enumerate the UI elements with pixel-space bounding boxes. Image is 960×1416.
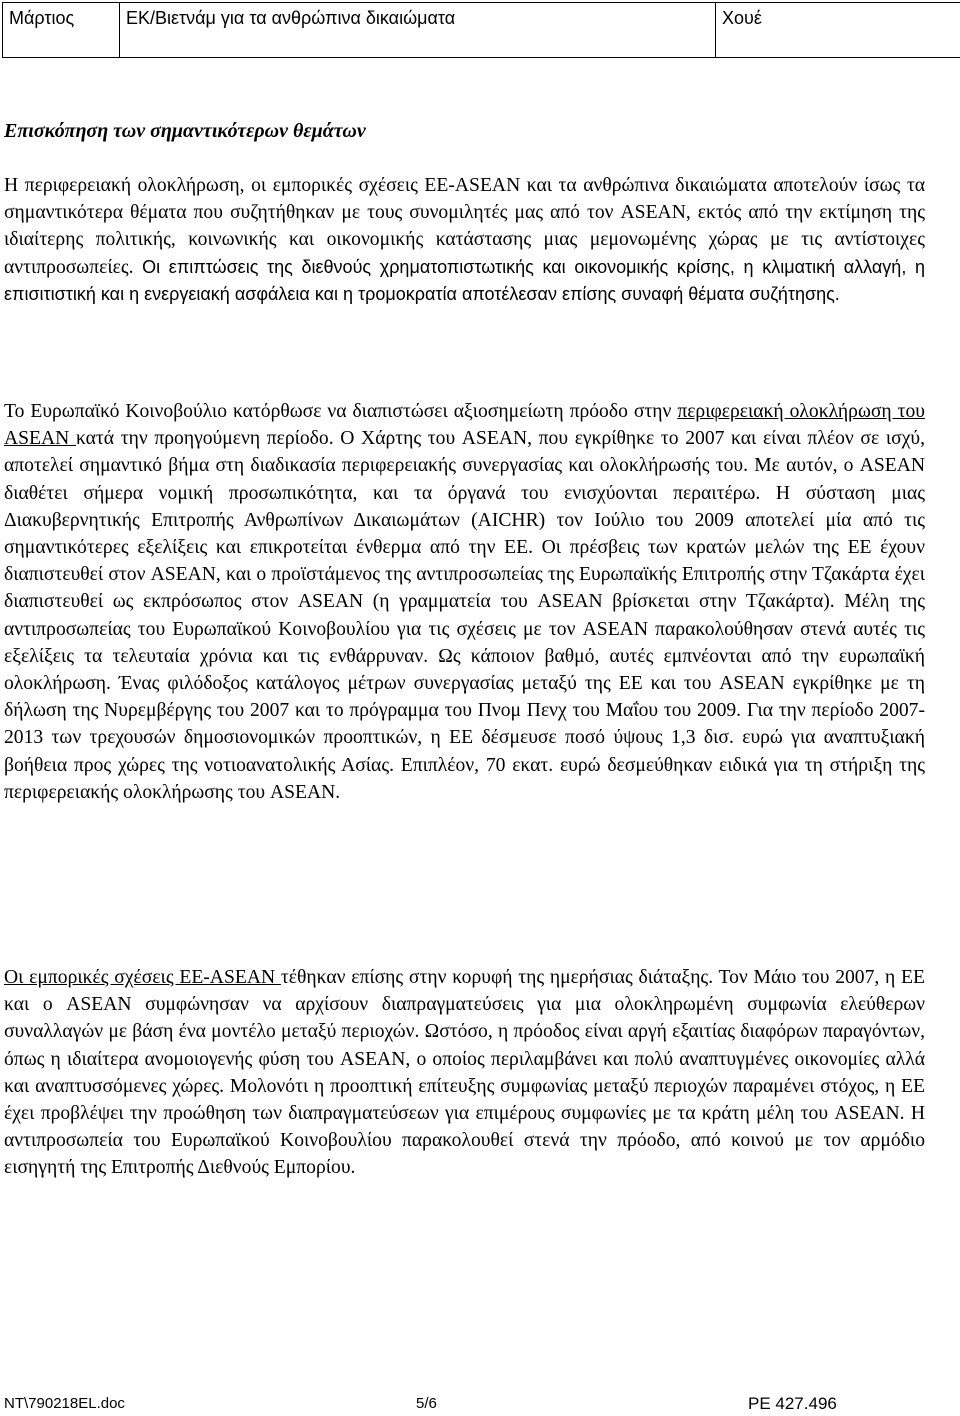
paragraph3-rest: τέθηκαν επίσης στην κορυφή της ημερήσιας διάταξης. Τον Μάιο του 2007, η ΕΕ και ο ASEAN συμφώνησαν να αρχίσουν διαπραγματεύσεις για μια ολοκληρωμένη συμφωνία ελεύθερων συναλλαγών με βάση ένα μοντέλο μεταξύ περιοχών. Ωστόσο, η πρόοδος είναι αργή εξαιτίας διαφόρων παραγόντων, όπως η ιδιαίτερα ανομοιογενής φύση του ASEAN, ο οποίος περιλαμβάνει και πολύ αναπτυγμένες οικονομίες αλλά και αναπτυσσόμενες χώρες. Μολονότι η προοπτική επίτευξης συμφωνίας μεταξύ περιοχών παραμένει στόχος, η ΕΕ έχει προβλέψει την προώθηση των διαπραγματεύσεων για επιμέρους συμφωνίες με τα κράτη μέλη του ASEAN. Η αντιπροσωπεία του Ευρωπαϊκού Κοινοβουλίου παρακολουθεί στενά την πρόοδο, από κοινού με τον αρμόδιο εισηγητή της Επιτροπής Διεθνούς Εμπορίου. [4, 967, 925, 1179]
header-row [3, 3, 960, 58]
header-date-cell [3, 3, 120, 58]
paragraph-regional-overview [4, 172, 925, 308]
paragraph2-lead: Το Ευρωπαϊκό Κοινοβούλιο κατόρθωσε να διαπιστώσει αξιοσημείωτη πρόοδο στην [4, 401, 678, 422]
section-heading: Επισκόπηση των σημαντικότερων θεμάτων [4, 120, 366, 142]
footer-pe-ref: PE 427.496 [748, 1394, 837, 1413]
paragraph1-text-b: Οι επιπτώσεις της διεθνούς χρηματοπιστωτικής και οικονομικής κρίσης, η κλιματική αλλαγή, η επισιτιστική και η ενεργειακή ασφάλεια και η τρομοκρατία αποτέλεσαν επίσης συναφή θέματα συζήτησης. [4, 256, 925, 304]
paragraph1-text-a: Η περιφερειακή ολοκλήρωση, οι εμπορικές σχέσεις ΕΕ-ASEAN και τα ανθρώπινα δικαιώματα αποτελούν ίσως τα σημαντικότερα θέματα που συζητήθηκαν με τους συνομιλητές μας από τον ASEAN, εκτός από την εκτίμηση της ιδιαίτερης πολιτικής, κοινωνικής και οικονομικής κατάστασης μιας μεμονωμένης χώρας με τις αντίστοιχες αντιπροσωπείες. [4, 175, 925, 278]
paragraph2-rest: κατά την προηγούμενη περίοδο. Ο Χάρτης του ASEAN, που εγκρίθηκε το 2007 και είναι πλέον σε ισχύ, αποτελεί σημαντικό βήμα στη διαδικασία περιφερειακής συνεργασίας και ολοκλήρωσής του. Με αυτόν, ο ASEAN διαθέτει σήμερα νομική προσωπικότητα, και τα όργανά του ενισχύονται περαιτέρω. Η σύσταση μιας Διακυβερνητικής Επιτροπής Ανθρωπίνων Δικαιωμάτων (AICHR) τον Ιούλιο του 2009 αποτελεί μία από τις σημαντικότερες εξελίξεις και επικροτείται ένθερμα από την ΕΕ. Οι πρέσβεις των κρατών μελών της ΕΕ έχουν διαπιστευθεί στον ASEAN, και ο προϊστάμενος της αντιπροσωπείας της Ευρωπαϊκής Επιτροπής στην Τζακάρτα έχει διαπιστευθεί ως εκπρόσωπος στον ASEAN (η γραμματεία του ASEAN βρίσκεται στην Τζακάρτα). Μέλη της αντιπροσωπείας του Ευρωπαϊκού Κοινοβουλίου για τις σχέσεις με τον ASEAN παρακολούθησαν στενά αυτές τις εξελίξεις τα τελευταία χρόνια και τις ενθάρρυναν. Ως κάποιον βαθμό, αυτές εμπνέονται από την ευρωπαϊκή ολοκλήρωση. Ένας φιλόδοξος κατάλογος μέτρων συνεργασίας μεταξύ της ΕΕ και του ASEAN εγκρίθηκε με τη δήλωση της Νυρεμβέργης του 2007 και το πρόγραμμα του Πνομ Πενχ του Μαΐου του 2009. Για την περίοδο 2007-2013 των τρεχουσών δημοσιονομικών προοπτικών, η ΕΕ δέσμευσε ποσό ύψους 1,3 δισ. ευρώ για αναπτυξιακή βοήθεια προς χώρες της νοτιοανατολικής Ασίας. Επιπλέον, 70 εκατ. ευρώ δεσμεύθηκαν ειδικά για τη στήριξη της περιφερειακής ολοκλήρωσης του ASEAN. [4, 428, 925, 803]
header-location: Χουέ [722, 8, 762, 28]
footer-page-number: 5/6 [416, 1395, 437, 1412]
paragraph2-underlined-topic: περιφερειακή ολοκλήρωση του ASEAN [4, 401, 925, 450]
header-location-cell [716, 3, 960, 58]
header-table [2, 2, 960, 58]
footer-doc-ref: NT\790218EL.doc [4, 1395, 125, 1412]
page-footer [0, 1394, 960, 1416]
paragraph-regional-integration [4, 398, 925, 806]
header-title-cell [120, 3, 716, 58]
header-date: Μάρτιος [9, 8, 75, 28]
paragraph3-underlined-topic: Οι εμπορικές σχέσεις ΕΕ-ASEAN [4, 967, 281, 988]
paragraph-trade-relations [4, 964, 925, 1182]
header-title: ΕΚ/Βιετνάμ για τα ανθρώπινα δικαιώματα [126, 8, 456, 28]
